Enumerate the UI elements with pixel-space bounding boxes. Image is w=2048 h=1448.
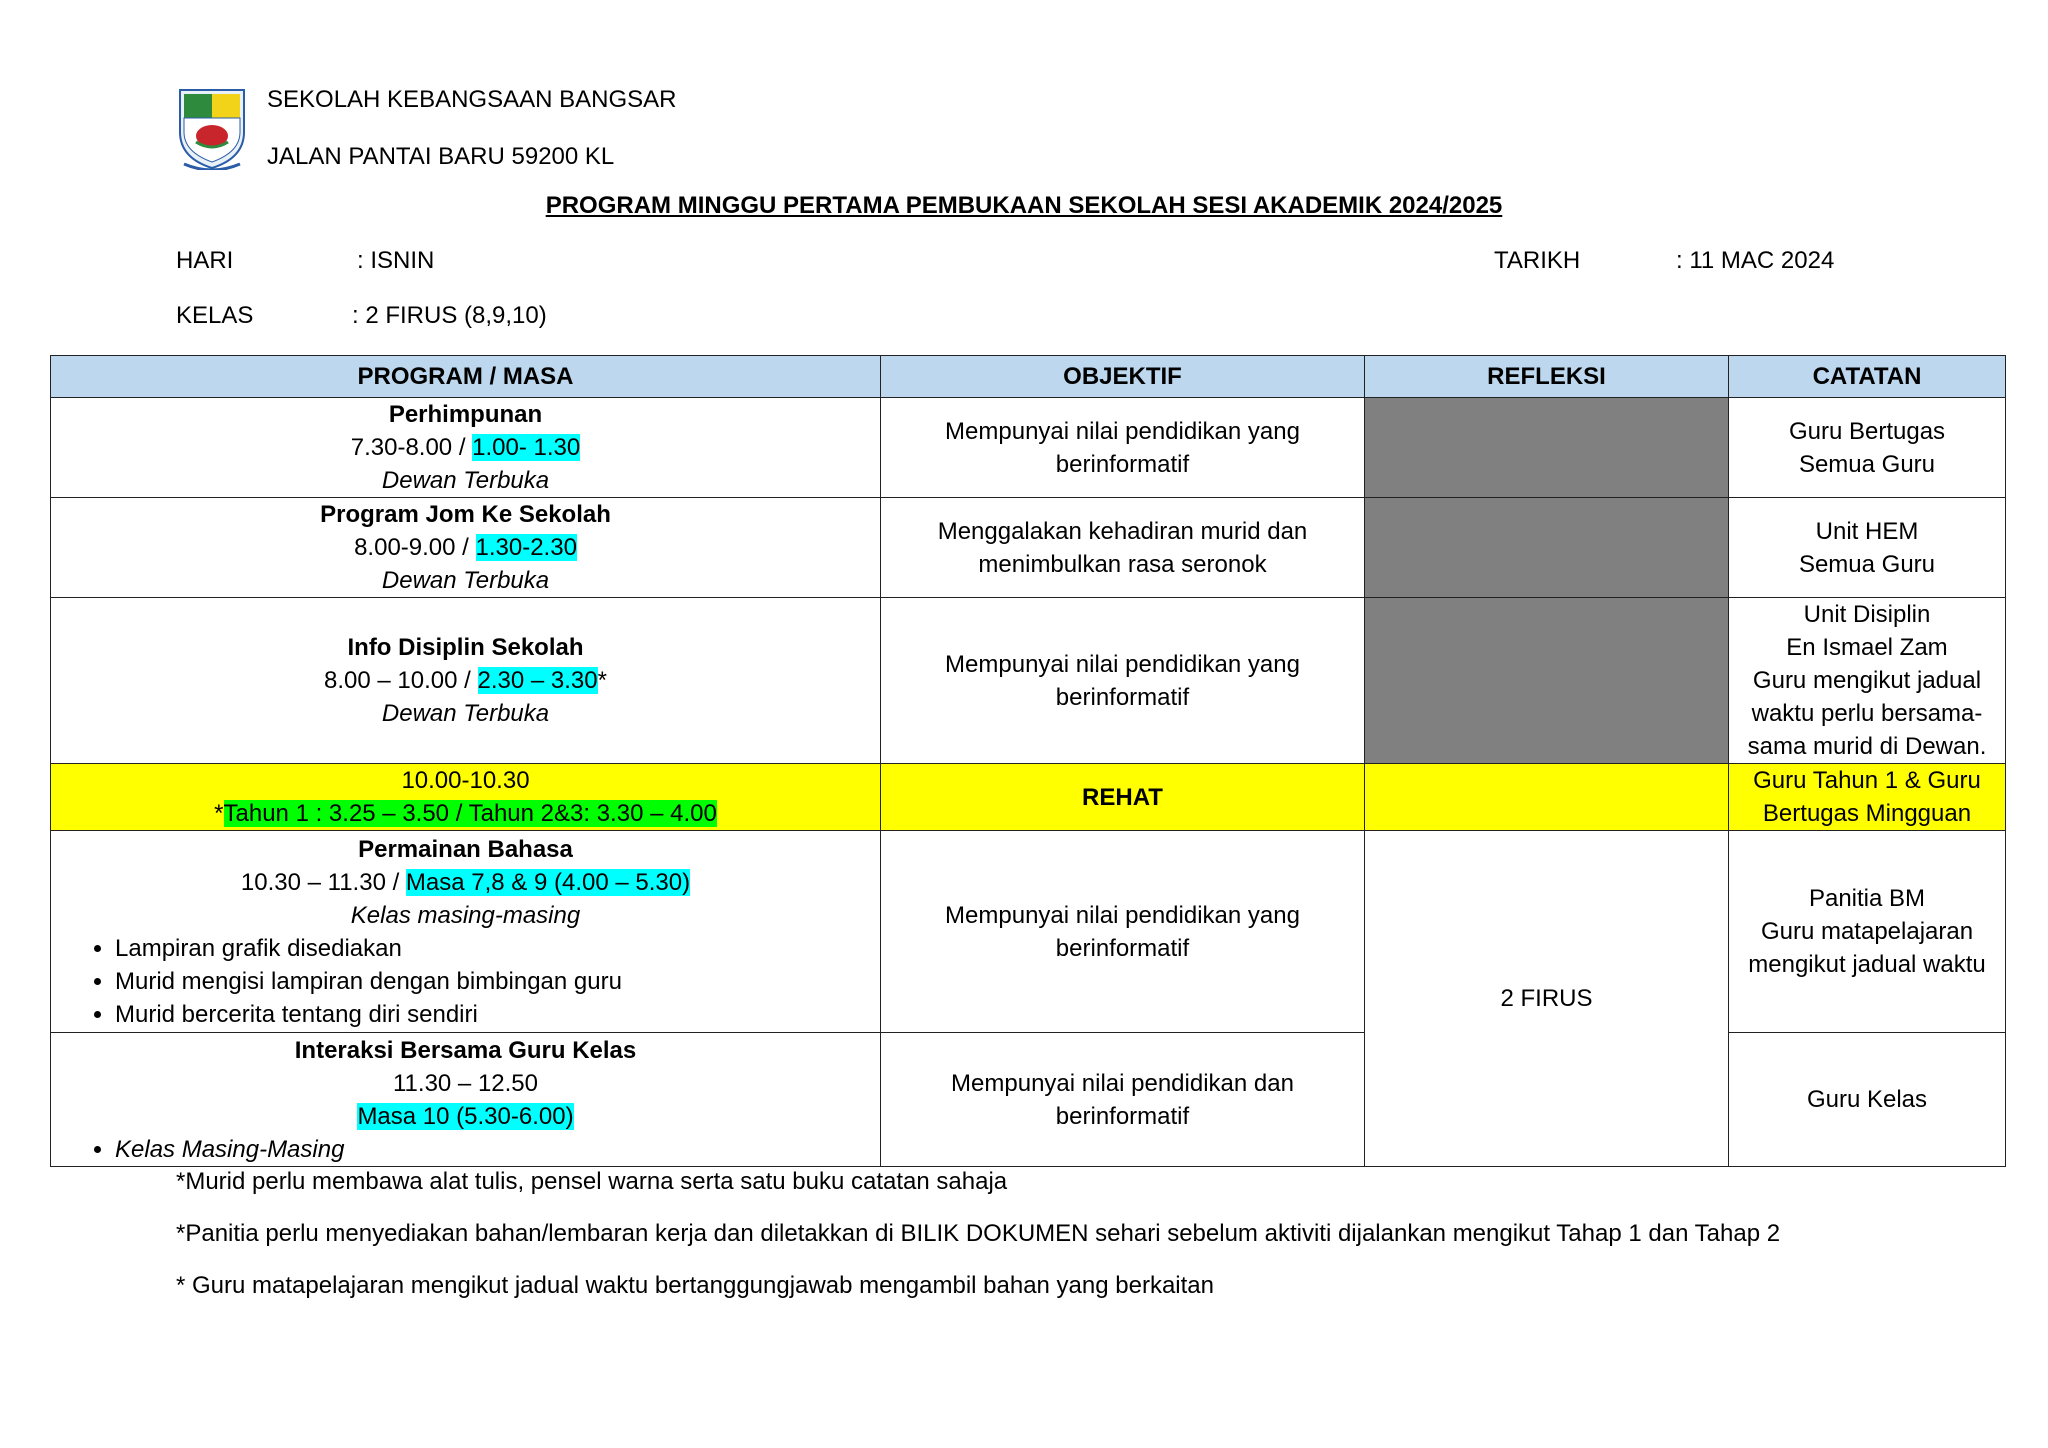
time-asterisk: * <box>597 667 607 694</box>
time-primary: 7.30-8.00 / <box>350 434 473 461</box>
program-venue: Dewan Terbuka <box>381 700 550 727</box>
footnote: *Panitia perlu menyediakan bahan/lembaran kerja dan diletakkan di BILIK DOKUMEN sehari sebelum aktiviti dijalankan mengikut Tahap 1 dan Tahap 2 <box>176 1220 1781 1247</box>
list-item: • Murid mengisi lampiran dengan bimbingan guru <box>115 965 874 998</box>
catatan-cell <box>1729 598 2006 764</box>
kelas-value: : 2 FIRUS (8,9,10) <box>352 302 547 329</box>
catatan-line: Guru mengikut jadual <box>1752 667 1982 694</box>
program-time <box>57 866 874 899</box>
catatan-line: Semua Guru <box>1798 550 1936 578</box>
rehat-time: 10.00-10.30 <box>401 767 530 794</box>
school-name: SEKOLAH KEBANGSAAN BANGSAR <box>267 86 677 113</box>
program-title: Program Jom Ke Sekolah <box>320 501 611 528</box>
activity-list <box>57 1133 874 1166</box>
rehat-row <box>51 764 2006 831</box>
objective-line: Mempunyai nilai pendidikan yang <box>945 417 1300 445</box>
objective-line: Mempunyai nilai pendidikan yang <box>945 901 1300 929</box>
activity-list <box>57 932 874 1031</box>
school-address: JALAN PANTAI BARU 59200 KL <box>267 143 615 170</box>
rehat-time-cell <box>51 764 881 831</box>
table-row <box>51 398 2006 498</box>
hari-label: HARI <box>176 247 234 274</box>
time-highlighted: Masa 10 (5.30-6.00) <box>357 1102 574 1130</box>
catatan-cell <box>1729 831 2006 1033</box>
objective-cell <box>881 831 1365 1033</box>
footnote: *Murid perlu membawa alat tulis, pensel warna serta satu buku catatan sahaja <box>176 1168 1008 1195</box>
table-header-row <box>51 356 2006 398</box>
table-row <box>51 598 2006 764</box>
objective-line: Mempunyai nilai pendidikan yang <box>945 650 1300 678</box>
program-time-highlighted <box>57 1100 874 1133</box>
objective-line: berinformatif <box>1055 934 1190 962</box>
objective-line: Menggalakan kehadiran murid dan <box>937 517 1308 545</box>
objective-cell <box>881 1033 1365 1167</box>
objective-line: berinformatif <box>1055 1102 1190 1130</box>
time-highlighted: 1.30-2.30 <box>475 534 577 561</box>
time-highlighted: 1.00- 1.30 <box>472 434 581 461</box>
list-item: • Murid bercerita tentang diri sendiri <box>115 998 874 1031</box>
catatan-line: mengikut jadual waktu <box>1748 951 1986 978</box>
program-cell <box>51 598 881 764</box>
footnote: * Guru matapelajaran mengikut jadual waktu bertanggungjawab mengambil bahan yang berkaitan <box>176 1272 1214 1299</box>
rehat-subtimes <box>57 797 874 830</box>
catatan-line: sama murid di Dewan. <box>1747 733 1987 760</box>
time-highlighted: Masa 7,8 & 9 (4.00 – 5.30) <box>405 868 691 896</box>
refleksi-blocked-cell <box>1365 598 1729 764</box>
program-table <box>50 355 2006 1167</box>
time-highlighted: 2.30 – 3.30 <box>477 667 598 694</box>
program-time <box>57 531 874 564</box>
tarikh-value: : 11 MAC 2024 <box>1676 247 1835 274</box>
program-time <box>57 664 874 697</box>
program-venue: Dewan Terbuka <box>381 567 550 594</box>
objective-cell <box>881 598 1365 764</box>
program-cell <box>51 398 881 498</box>
list-item: • Kelas Masing-Masing <box>115 1133 874 1166</box>
program-title: Perhimpunan <box>388 401 543 428</box>
program-venue: Dewan Terbuka <box>381 467 550 494</box>
catatan-line: En Ismael Zam <box>1786 634 1948 661</box>
school-crest-logo <box>176 86 248 170</box>
objective-line: Mempunyai nilai pendidikan dan <box>951 1069 1294 1097</box>
objective-cell <box>881 498 1365 598</box>
program-title: Info Disiplin Sekolah <box>347 634 584 661</box>
column-header-program: PROGRAM / MASA <box>51 356 881 398</box>
catatan-line: Guru Bertugas <box>1788 417 1946 445</box>
program-time <box>57 431 874 464</box>
rehat-refleksi-cell <box>1365 764 1729 831</box>
program-cell <box>51 498 881 598</box>
table-row <box>51 498 2006 598</box>
kelas-label: KELAS <box>176 302 254 329</box>
rehat-label: REHAT <box>881 764 1365 831</box>
refleksi-cell: 2 FIRUS <box>1365 831 1729 1167</box>
catatan-line: Unit Disiplin <box>1803 601 1931 628</box>
tarikh-label: TARIKH <box>1494 247 1581 274</box>
catatan-line: Unit HEM <box>1815 517 1919 545</box>
program-title: Interaksi Bersama Guru Kelas <box>294 1036 637 1064</box>
document-title: PROGRAM MINGGU PERTAMA PEMBUKAAN SEKOLAH SESI AKADEMIK 2024/2025 <box>545 192 1503 219</box>
table-row <box>51 831 2006 1033</box>
catatan-line: Semua Guru <box>1798 450 1936 478</box>
program-time: 11.30 – 12.50 <box>392 1069 539 1097</box>
objective-line: menimbulkan rasa seronok <box>978 550 1267 578</box>
refleksi-blocked-cell <box>1365 498 1729 598</box>
list-item: • Lampiran grafik disediakan <box>115 932 874 965</box>
objective-line: berinformatif <box>1055 450 1190 478</box>
catatan-line: Guru matapelajaran <box>1760 918 1974 945</box>
catatan-cell <box>1729 498 2006 598</box>
catatan-cell <box>1729 764 2006 831</box>
program-venue: Kelas masing-masing <box>350 901 581 929</box>
column-header-catatan: CATATAN <box>1729 356 2006 398</box>
program-cell <box>51 1033 881 1167</box>
refleksi-blocked-cell <box>1365 398 1729 498</box>
time-primary: 10.30 – 11.30 / <box>240 868 406 896</box>
time-primary: 8.00-9.00 / <box>354 534 476 561</box>
column-header-objektif: OBJEKTIF <box>881 356 1365 398</box>
catatan-line: waktu perlu bersama- <box>1751 700 1983 727</box>
catatan-line: Guru Tahun 1 & Guru <box>1753 767 1981 794</box>
hari-value: : ISNIN <box>357 247 435 274</box>
time-primary: 8.00 – 10.00 / <box>324 667 478 694</box>
objective-cell <box>881 398 1365 498</box>
catatan-line: Bertugas Mingguan <box>1762 800 1972 827</box>
catatan-cell <box>1729 398 2006 498</box>
rehat-subtimes-highlighted: Tahun 1 : 3.25 – 3.50 / Tahun 2&3: 3.30 – 4.00 <box>223 800 717 827</box>
rehat-asterisk: * <box>214 800 224 827</box>
catatan-line: Panitia BM <box>1808 885 1926 912</box>
column-header-refleksi: REFLEKSI <box>1365 356 1729 398</box>
objective-line: berinformatif <box>1055 683 1190 711</box>
program-cell <box>51 831 881 1033</box>
program-title: Permainan Bahasa <box>358 835 573 863</box>
catatan-cell: Guru Kelas <box>1729 1033 2006 1167</box>
